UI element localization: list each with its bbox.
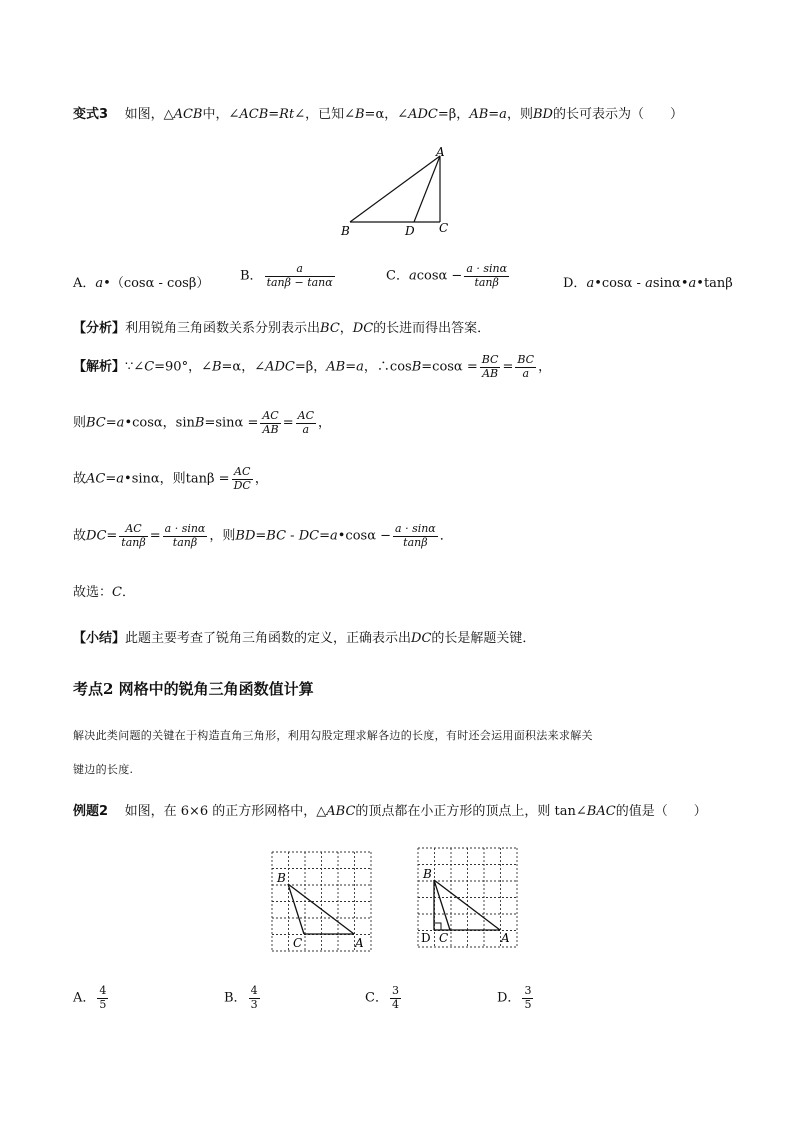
t: ．: [121, 585, 135, 600]
label-a: A: [355, 936, 364, 950]
grid-figure-2: [414, 844, 524, 950]
q-var: ADC: [408, 107, 438, 122]
frac-den: a: [302, 422, 310, 436]
t: =: [105, 471, 117, 487]
var: DC: [86, 528, 107, 544]
option-label: A．: [73, 276, 96, 291]
var: a: [356, 359, 364, 375]
opt-text: cosα −: [416, 268, 463, 284]
opt-text: •tanβ: [696, 276, 733, 291]
t: ∵∠: [125, 359, 145, 375]
example2-label: 例题2: [73, 804, 109, 819]
frac-num: 4: [99, 984, 107, 997]
side-bc: [288, 884, 304, 934]
frac-num: 4: [250, 984, 258, 997]
solution-label: 【解析】: [73, 359, 126, 375]
opt-var: a: [645, 276, 653, 291]
t: ，∴cos: [363, 359, 412, 375]
label-b: B: [341, 224, 350, 238]
frac-num: BC: [481, 353, 499, 366]
option-c[interactable]: [386, 263, 511, 289]
var: a: [116, 471, 125, 487]
sep: ，: [339, 321, 353, 336]
t: 如图，在 6×6 的正方形网格中，△: [124, 804, 327, 819]
q-var: B: [354, 107, 365, 122]
var: a: [329, 528, 338, 544]
variant3-question: [73, 103, 683, 122]
summary-label: 【小结】: [73, 631, 126, 646]
analysis-text: 的长进而得出答案．: [373, 321, 491, 336]
frac-den: a: [522, 366, 530, 380]
var: BD: [235, 528, 256, 544]
frac-den: tanβ: [403, 535, 428, 549]
t: =: [319, 528, 330, 544]
frac-den: 5: [524, 997, 532, 1011]
frac-num: a · sinα: [466, 262, 508, 275]
label-c: C: [439, 931, 449, 945]
section-intro-line-1: 解决此类问题的关键在于构造直角三角形，利用勾股定理求解各边的长度，有时还会运用面积法来求解关: [73, 729, 593, 742]
var: ADC: [265, 359, 295, 375]
var: B: [411, 359, 422, 375]
q-text: =β，: [437, 107, 470, 122]
option-b[interactable]: [240, 263, 337, 289]
solution-line-3: [73, 466, 268, 492]
solution-line-2: [73, 410, 331, 436]
t: 的值是（ ）: [615, 804, 707, 819]
option-b[interactable]: [224, 985, 262, 1011]
label-a: A: [501, 931, 510, 945]
frac-den: 4: [391, 997, 399, 1011]
frac-num: 3: [524, 984, 532, 997]
t: =: [282, 415, 294, 431]
option-c[interactable]: [365, 985, 403, 1011]
var: BC: [320, 321, 340, 336]
t: ，: [254, 471, 268, 487]
frac-den: tanβ: [474, 275, 499, 289]
t: 此题主要考查了锐角三角函数的定义，正确表示出: [125, 631, 412, 646]
q-text: 的长可表示为（ ）: [552, 107, 683, 122]
label-b: B: [423, 867, 432, 881]
t: •cosα，sin: [124, 415, 195, 431]
frac-den: DC: [233, 478, 251, 492]
t: =: [105, 415, 117, 431]
label-c: C: [439, 221, 449, 235]
t: 故: [73, 471, 87, 487]
option-label: C．: [386, 268, 409, 284]
analysis-paragraph: [73, 317, 490, 336]
t: =: [345, 359, 357, 375]
var: C: [112, 585, 122, 600]
option-d[interactable]: [497, 985, 535, 1011]
frac-num: AC: [262, 409, 279, 422]
t: •cosα −: [337, 528, 392, 544]
grid-figure-1: [268, 848, 378, 954]
var: BC: [86, 415, 106, 431]
var: ABC: [326, 804, 356, 819]
frac-num: AC: [297, 409, 314, 422]
var: a: [116, 415, 125, 431]
q-text: ，则: [506, 107, 533, 122]
var: BC: [266, 528, 287, 544]
option-label: B．: [240, 268, 263, 284]
q-text: =: [488, 107, 500, 122]
solution-line-4: [73, 523, 453, 549]
solution-choice: [73, 581, 135, 600]
var: DC: [352, 321, 374, 336]
opt-var: a: [95, 276, 104, 291]
option-label: A．: [73, 990, 96, 1006]
frac-den: 5: [99, 997, 107, 1011]
t: 故选：: [73, 585, 113, 600]
q-var: BD: [532, 107, 553, 122]
opt-text: •cosα -: [594, 276, 646, 291]
side-ba: [434, 880, 500, 930]
q-text: =α，∠: [364, 107, 409, 122]
t: =: [502, 359, 514, 375]
option-label: D．: [497, 990, 521, 1006]
frac-den: tanβ: [172, 535, 198, 549]
option-a[interactable]: [73, 272, 209, 291]
section-intro-line-2: 键边的长度.: [73, 763, 134, 776]
section-title: 考点2 网格中的锐角三角函数值计算: [73, 680, 314, 698]
right-angle-mark: [434, 923, 441, 930]
q-text: ∠，已知∠: [294, 107, 355, 122]
example2-question: [73, 800, 707, 819]
frac-num: AC: [232, 466, 253, 480]
t: 的顶点都在小正方形的顶点上，则 tan∠: [355, 804, 587, 819]
frac-den: AB: [482, 366, 499, 380]
t: =: [149, 528, 161, 544]
t: ，: [538, 359, 552, 375]
var: DC: [298, 528, 320, 544]
frac-num: a · sinα: [164, 522, 206, 535]
q-text: =: [268, 107, 280, 122]
frac-num: 3: [391, 984, 399, 997]
solution-line-1: [73, 354, 551, 380]
option-d[interactable]: [563, 272, 733, 291]
frac-num: AC: [119, 523, 147, 537]
side-ba: [288, 884, 354, 934]
var: AC: [86, 471, 106, 487]
frac-den: AB: [262, 422, 279, 436]
t: ，: [318, 415, 332, 431]
triangle-figure: [330, 142, 470, 240]
label-c: C: [293, 936, 303, 950]
q-text: 中，∠: [202, 107, 240, 122]
option-a[interactable]: [73, 985, 110, 1011]
frac-num: BC: [517, 353, 535, 366]
option-label: C．: [365, 990, 388, 1006]
t: =90°，∠: [154, 359, 212, 375]
t: ．: [439, 528, 453, 544]
t: •sinα，则tanβ =: [124, 471, 230, 487]
q-var: Rt: [279, 107, 295, 122]
q-var: ACB: [239, 107, 269, 122]
label-a: A: [436, 145, 445, 159]
frac-num: a: [265, 263, 335, 277]
label-d: D: [421, 931, 431, 945]
t: =β，: [294, 359, 327, 375]
t: ，则: [209, 528, 236, 544]
frac-num: a · sinα: [395, 522, 436, 535]
var: B: [194, 415, 205, 431]
q-text: 如图，△: [124, 107, 174, 122]
variant3-label: 变式3: [73, 107, 109, 122]
option-label: D．: [563, 276, 587, 291]
q-var: AB: [469, 107, 489, 122]
t: =: [106, 528, 118, 544]
t: 故: [73, 528, 87, 544]
q-var: a: [499, 107, 507, 122]
var: B: [211, 359, 222, 375]
t: =α，∠: [221, 359, 266, 375]
frac-den: tanβ − tanα: [266, 275, 333, 289]
frac-den: 3: [250, 997, 258, 1011]
label-d: D: [405, 224, 415, 238]
option-label: B．: [224, 990, 247, 1006]
t: 的长是解题关键．: [431, 631, 536, 646]
t: -: [286, 528, 299, 544]
var: C: [144, 359, 155, 375]
opt-var: a: [408, 268, 417, 284]
summary-paragraph: [73, 627, 535, 646]
frac-den: tanβ: [121, 535, 146, 549]
opt-var: a: [586, 276, 595, 291]
t: 则: [73, 415, 87, 431]
t: =sinα =: [204, 415, 259, 431]
label-b: B: [277, 871, 286, 885]
t: =: [255, 528, 267, 544]
analysis-label: 【分析】: [73, 321, 126, 336]
var: AB: [326, 359, 346, 375]
var: BAC: [586, 804, 616, 819]
q-var: ACB: [173, 107, 203, 122]
opt-text: •（cosα - cosβ）: [103, 276, 210, 291]
var: DC: [411, 631, 432, 646]
opt-text: sinα•: [652, 276, 689, 291]
opt-var: a: [688, 276, 697, 291]
analysis-text: 利用锐角三角函数关系分别表示出: [125, 321, 321, 336]
t: =cosα =: [421, 359, 478, 375]
